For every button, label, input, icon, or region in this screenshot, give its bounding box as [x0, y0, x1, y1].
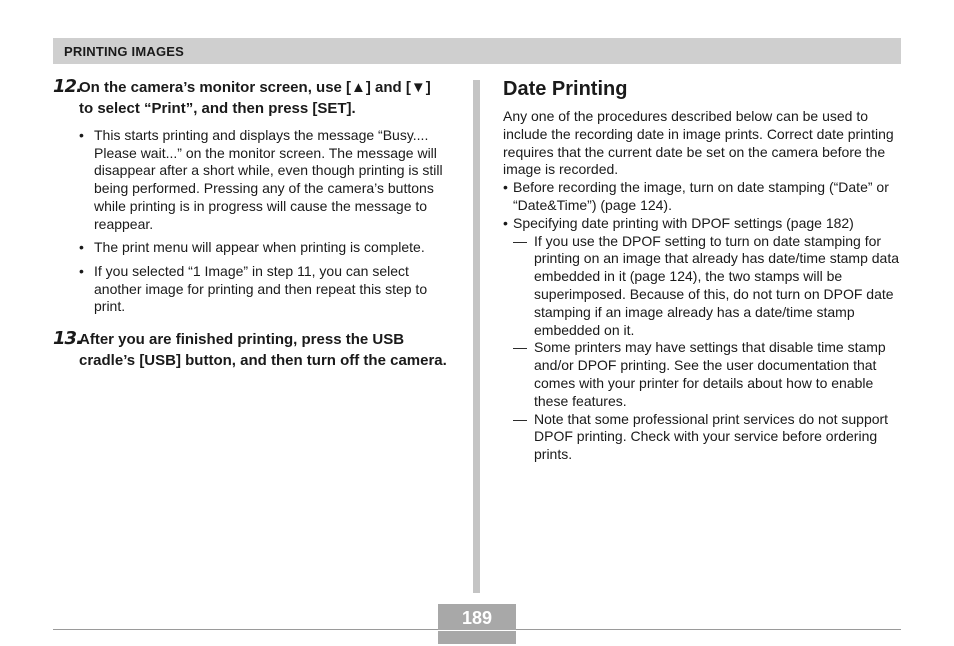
- notes-list: [503, 233, 903, 464]
- dash-icon: —: [513, 339, 527, 356]
- note-text: Note that some professional print services do not support DPOF printing. Check with your service before ordering prints.: [534, 410, 889, 463]
- note-text: If you use the DPOF setting to turn on date stamping for printing on an image that already has date/time stamp data embedded in it (page 124), the two stamps will be superimposed. Because of this, do not turn on DPOF date stamping if an image already has a date/time stamp embedded on it.: [534, 232, 899, 338]
- step-instruction: On the camera’s monitor screen, use [▲] and [▼] to select “Print”, and then press [SET].: [79, 79, 431, 117]
- note-text: This starts printing and displays the message “Busy.... Please wait...” on the monitor screen. The message will disappear after a short while, even though printing is still being performed. Pressing any of the camera’s buttons while printing is in progress will cause the message to reappear.: [94, 127, 443, 232]
- bullet-icon: •: [79, 239, 84, 256]
- dash-icon: —: [513, 410, 527, 427]
- header-band: [53, 38, 901, 64]
- bullet-icon: •: [503, 179, 508, 196]
- list-item: [53, 239, 448, 257]
- page-number-box: [438, 604, 516, 644]
- section-header-title: PRINTING IMAGES: [64, 44, 185, 59]
- procedure-text: Before recording the image, turn on date stamping (“Date” or “Date&Time”) (page 124).: [513, 179, 889, 213]
- step-number: 13.: [53, 328, 82, 350]
- column-divider: [473, 80, 480, 593]
- intro-paragraph: Any one of the procedures described below can be used to include the recording date in image prints. Correct date printing requires that the current date be set on the camera before the image is recorded.: [503, 108, 894, 178]
- list-item: [503, 411, 903, 464]
- list-item: [53, 127, 448, 233]
- list-item: [503, 233, 903, 340]
- bullet-icon: •: [79, 262, 84, 279]
- page-number: 189: [461, 608, 493, 628]
- note-text: The print menu will appear when printing is complete.: [94, 239, 425, 256]
- step-number: 12.: [53, 76, 82, 97]
- section-title: Date Printing: [503, 78, 628, 100]
- bullet-icon: •: [79, 127, 84, 143]
- note-text: Some printers may have settings that disable time stamp and/or DPOF printing. See the user documentation that comes with your printer for details about how to enable these features.: [534, 339, 886, 409]
- note-text: If you selected “1 Image” in step 11, you can select another image for printing and then repeat this step to print.: [94, 262, 428, 315]
- procedure-list: [503, 179, 903, 464]
- left-column: [53, 78, 448, 371]
- procedure-text: Specifying date printing with DPOF settings (page 182): [513, 214, 854, 231]
- step-instruction: After you are finished printing, press the USB cradle’s [USB] button, and then turn off the camera.: [79, 331, 447, 369]
- dash-icon: —: [513, 232, 527, 249]
- step-12-notes: [53, 127, 448, 316]
- list-item: [503, 215, 903, 464]
- right-column: [503, 76, 903, 464]
- list-item: [503, 339, 903, 410]
- list-item: [503, 179, 903, 215]
- list-item: [53, 263, 448, 316]
- step-13: [53, 330, 448, 371]
- bullet-icon: •: [503, 214, 508, 231]
- step-12: [53, 78, 448, 119]
